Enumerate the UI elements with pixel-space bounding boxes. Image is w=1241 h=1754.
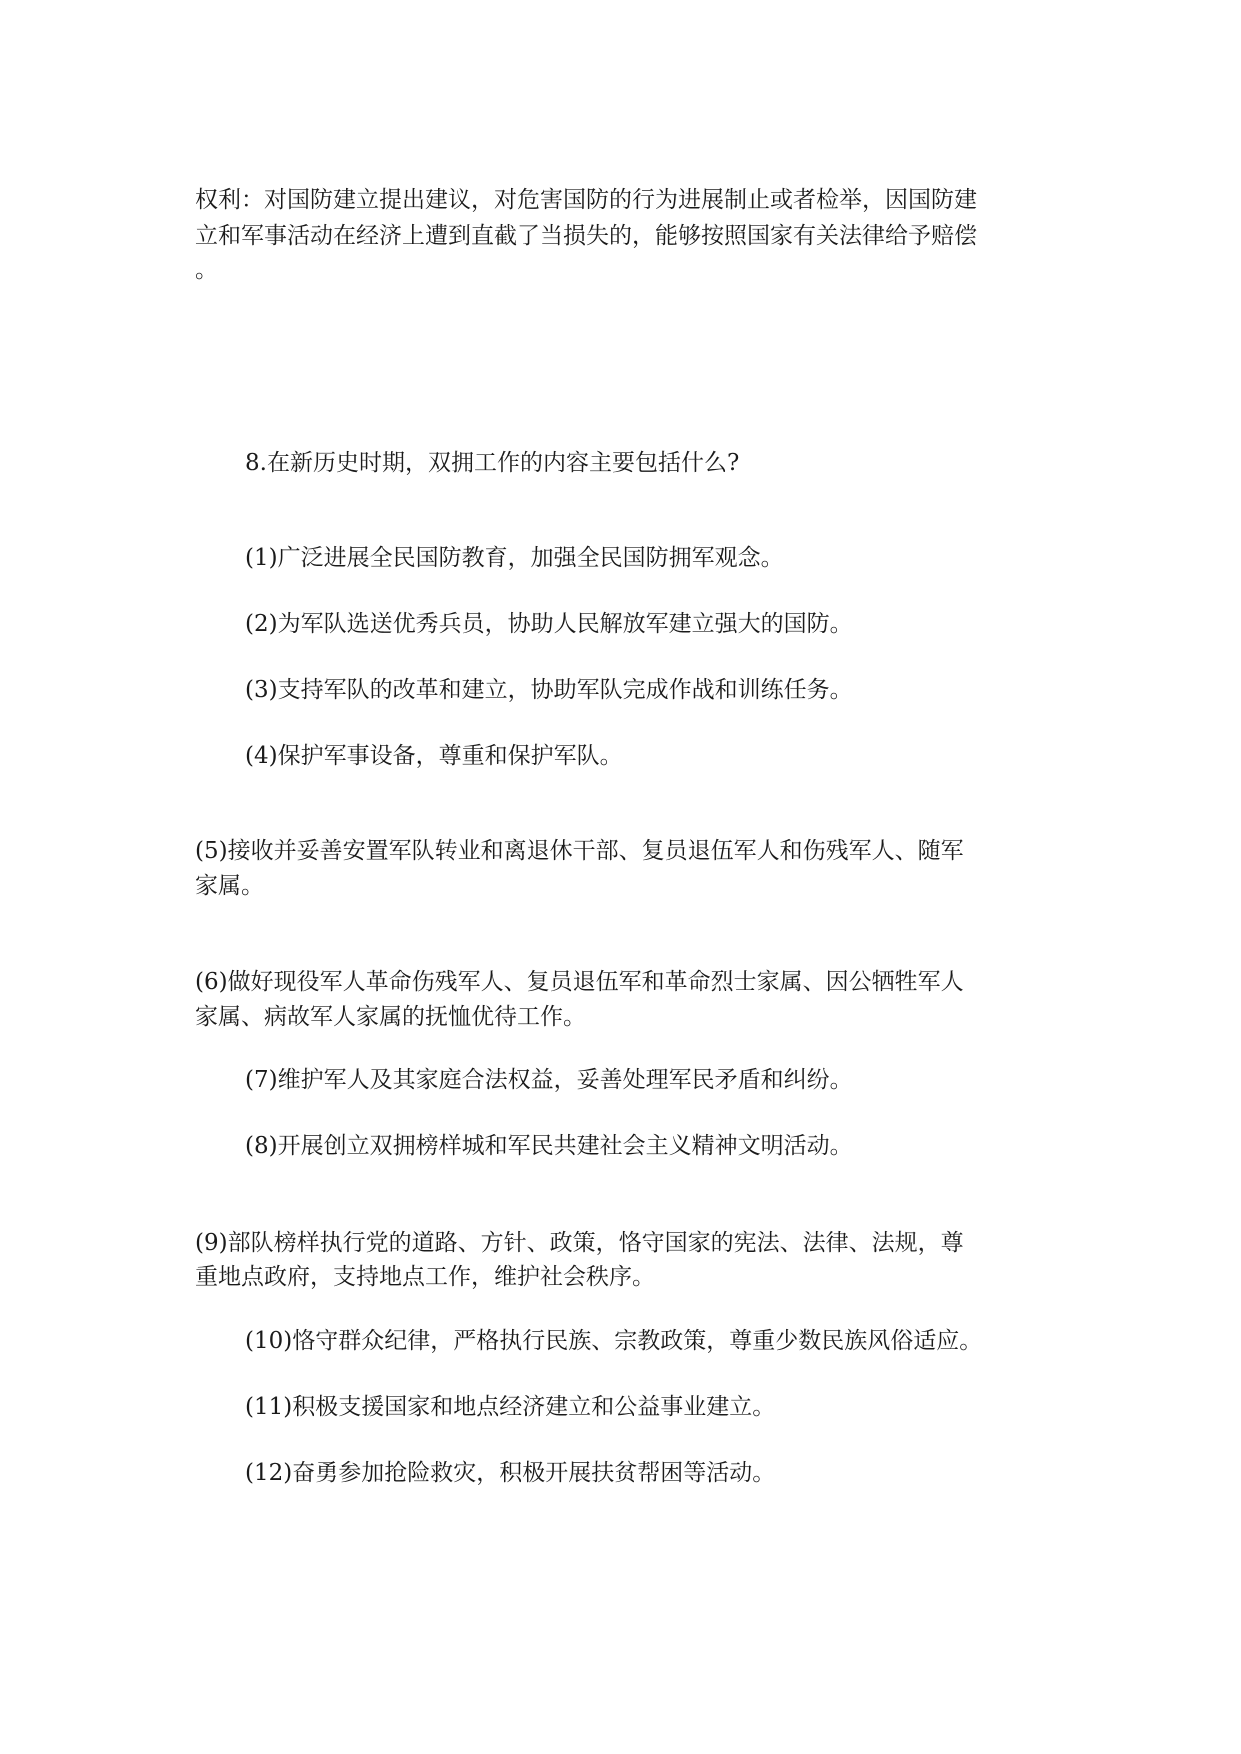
list-item: (7)维护军人及其家庭合法权益，妥善处理军民矛盾和纠纷。 xyxy=(245,1067,853,1093)
question-heading: 8.在新历史时期，双拥工作的内容主要包括什么? xyxy=(245,450,740,476)
list-item: (8)开展创立双拥榜样城和军民共建社会主义精神文明活动。 xyxy=(245,1133,853,1159)
list-item: (6)做好现役军人革命伤残军人、复员退伍军和革命烈士家属、因公牺牲军人 xyxy=(195,969,964,995)
list-item: (11)积极支援国家和地点经济建立和公益事业建立。 xyxy=(245,1394,776,1420)
rights-paragraph-line-3: 。 xyxy=(195,257,218,283)
list-item-continuation: 家属、病故军人家属的抚恤优待工作。 xyxy=(195,1004,586,1030)
list-item: (2)为军队选送优秀兵员，协助人民解放军建立强大的国防。 xyxy=(245,611,853,637)
rights-paragraph-line-1: 权利：对国防建立提出建议，对危害国防的行为进展制止或者检举，因国防建 xyxy=(195,187,977,213)
list-item: (4)保护军事设备，尊重和保护军队。 xyxy=(245,743,623,769)
rights-paragraph-line-2: 立和军事活动在经济上遭到直截了当损失的，能够按照国家有关法律给予赔偿 xyxy=(195,223,977,249)
list-item: (1)广泛进展全民国防教育，加强全民国防拥军观念。 xyxy=(245,545,784,571)
list-item: (12)奋勇参加抢险救灾，积极开展扶贫帮困等活动。 xyxy=(245,1460,776,1486)
list-item: (9)部队榜样执行党的道路、方针、政策，恪守国家的宪法、法律、法规，尊 xyxy=(195,1230,964,1256)
list-item: (3)支持军队的改革和建立，协助军队完成作战和训练任务。 xyxy=(245,677,853,703)
list-item-continuation: 家属。 xyxy=(195,873,264,899)
list-item: (5)接收并妥善安置军队转业和离退休干部、复员退伍军人和伤残军人、随军 xyxy=(195,838,964,864)
list-item: (10)恪守群众纪律，严格执行民族、宗教政策，尊重少数民族风俗适应。 xyxy=(245,1328,983,1354)
list-item-continuation: 重地点政府，支持地点工作，维护社会秩序。 xyxy=(195,1264,655,1290)
